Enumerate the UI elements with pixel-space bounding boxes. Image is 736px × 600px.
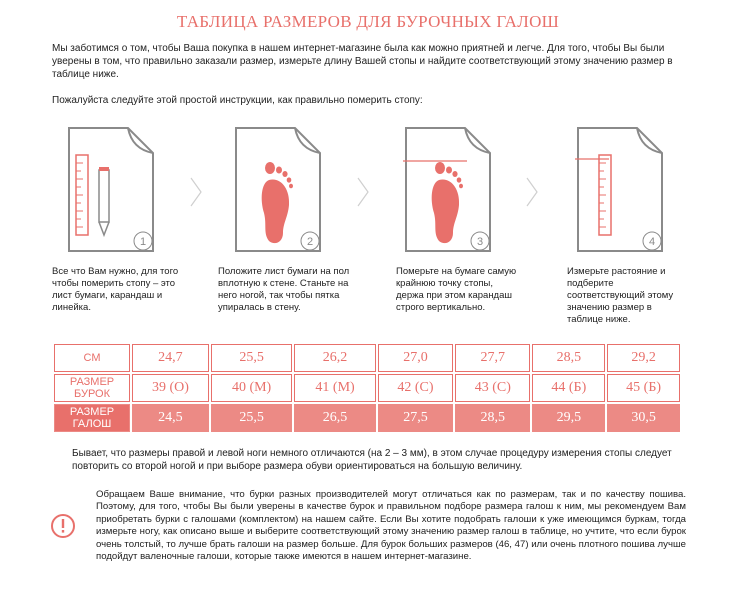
table-cell: 24,7 (132, 344, 209, 372)
table-cell: 41 (М) (294, 374, 375, 402)
table-cell: 43 (С) (455, 374, 530, 402)
table-cell: 42 (С) (378, 374, 453, 402)
note-warning: Обращаем Ваше внимание, что бурки разных производителей могут отличаться как по размерам, так и по качеству пошива. Поэтому, для того, чтобы Вы были уверены в качестве бурок и правильном подборе размера галош к ним, мы рекомендуем Вам приобретать бурки с галошами (комплектом) на нашем сайте. Если Вы хотите подобрать галоши к уже имеющимся буркам, тогда измерьте ногу, как описано выше и выберите соответствующий этому значению размер галош в таблице, но учтите, что если бурок очень толстый, то лучше брать галоши на размер больше. Для бурок больших размеров (46, 47) или очень плотного пошива лучше подойдут валеночные галоши, которые также имеются в нашем интернет-магазине. (96, 489, 686, 563)
step-4-caption: Измерьте растояние и подберите соответствующий этому значению размер в таблице ниже. (567, 266, 674, 325)
exclamation-circle-icon (50, 513, 76, 539)
step-1-caption: Все что Вам нужно, для того чтобы померить стопу – это лист бумаги, карандаш и линейка. (52, 266, 179, 313)
table-cell: 26,2 (294, 344, 375, 372)
table-row-burki (54, 374, 680, 402)
table-cell: 40 (М) (211, 374, 292, 402)
table-cell: 25,5 (211, 344, 292, 372)
row-label: РАЗМЕР БУРОК (54, 374, 130, 402)
table-cell: 27,5 (378, 404, 453, 432)
step-number: 2 (306, 236, 314, 248)
step-2-caption: Положите лист бумаги на пол вплотную к стене. Станьте на него ногой, так чтобы пятка упиралась в стену. (218, 266, 350, 313)
table-cell: 27,7 (455, 344, 530, 372)
foot-on-paper-icon (233, 125, 323, 255)
paper-measure-icon (575, 125, 665, 255)
chevron-right-icon (355, 176, 371, 208)
chevron-right-icon (524, 176, 540, 208)
table-cell: 45 (Б) (607, 374, 680, 402)
table-cell: 26,5 (294, 404, 375, 432)
row-label: РАЗМЕР ГАЛОШ (54, 404, 130, 432)
foot-mark-line-icon (403, 125, 493, 255)
table-cell: 39 (О) (132, 374, 209, 402)
note-foot-difference: Бывает, что размеры правой и левой ноги немного отличаются (на 2 – 3 мм), в этом случае процедуру измерения стопы следует повторить со второй ногой и при выборе размера обуви ориентироваться на большую величину. (72, 448, 672, 472)
row-label: СМ (54, 344, 130, 372)
table-row-galoshi (54, 404, 680, 432)
table-cell: 30,5 (607, 404, 680, 432)
table-cell: 29,5 (532, 404, 605, 432)
table-cell: 28,5 (532, 344, 605, 372)
chevron-right-icon (188, 176, 204, 208)
table-cell: 25,5 (211, 404, 292, 432)
intro-paragraph: Мы заботимся о том, чтобы Ваша покупка в нашем интернет-магазине была как можно приятней и легче. Для того, чтобы Вы были уверены в том, что правильно заказали размер, измерьте длину Вашей стопы и найдите соответствующий этому значению размер в таблице ниже. (52, 43, 673, 80)
step-number: 4 (648, 236, 656, 248)
step-4 (575, 125, 665, 255)
paper-pencil-ruler-icon (66, 125, 156, 255)
step-number: 3 (476, 236, 484, 248)
step-3 (403, 125, 493, 255)
step-1 (66, 125, 156, 255)
step-number: 1 (139, 236, 147, 248)
table-cell: 44 (Б) (532, 374, 605, 402)
size-table (52, 342, 682, 434)
table-cell: 24,5 (132, 404, 209, 432)
table-cell: 27,0 (378, 344, 453, 372)
page-title: ТАБЛИЦА РАЗМЕРОВ ДЛЯ БУРОЧНЫХ ГАЛОШ (176, 12, 560, 31)
instruction-prompt: Пожалуйста следуйте этой простой инструкции, как правильно померить стопу: (52, 95, 423, 106)
step-3-caption: Померьте на бумаге самую крайнюю точку стопы, держа при этом карандаш строго вертикально. (396, 266, 517, 313)
step-2 (233, 125, 323, 255)
table-cell: 28,5 (455, 404, 530, 432)
table-row-cm (54, 344, 680, 372)
table-cell: 29,2 (607, 344, 680, 372)
